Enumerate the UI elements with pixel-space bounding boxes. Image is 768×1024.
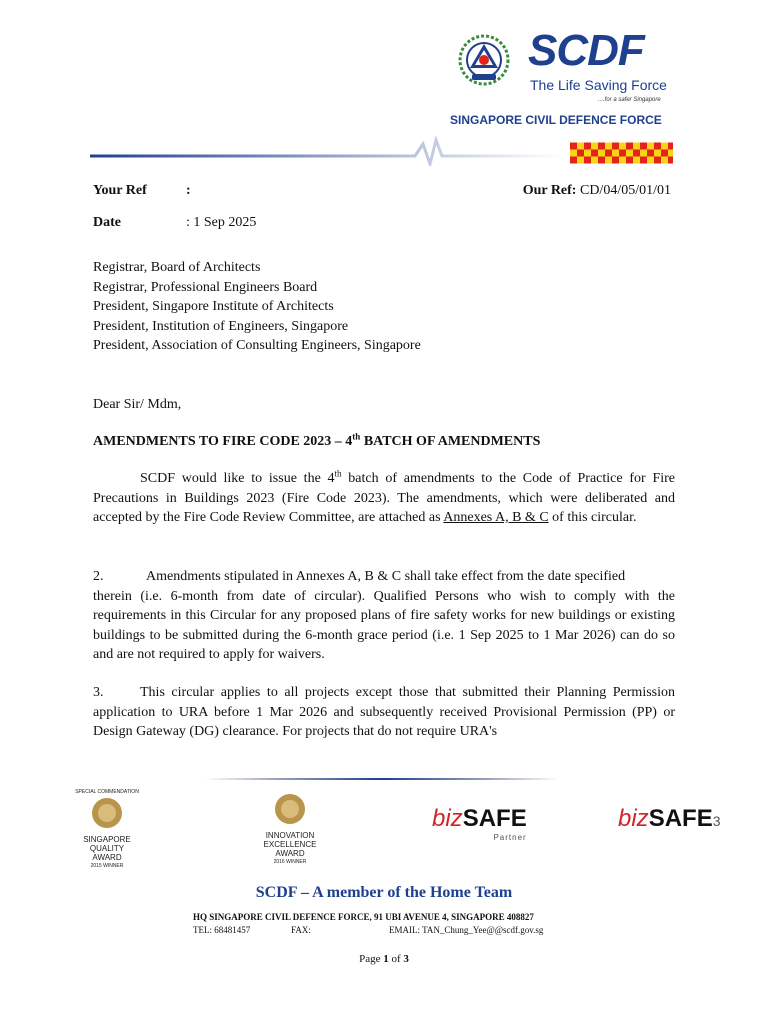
scdf-wordmark: SCDF <box>528 26 644 75</box>
checker-square <box>584 150 591 157</box>
bizsafe-level3-logo: bizSAFE3 <box>618 805 721 832</box>
date-label: Date <box>93 215 121 230</box>
checker-square <box>619 150 626 157</box>
checker-square <box>570 143 577 150</box>
checker-square <box>605 157 612 164</box>
checker-square <box>570 157 577 164</box>
checker-square <box>640 157 647 164</box>
checker-square <box>654 150 661 157</box>
checker-square <box>584 157 591 164</box>
paragraph-2: 2. Amendments stipulated in Annexes A, B & C shall take effect from the date specified therein (i.e. 6-month from date of circular). Qualified Persons who wish to comply with the requirements in this Circular for any proposed plans of fire safety works for new buildings or existing buildings to be submitted during the 6-month grace period (i.e. 1 Sep 2025 to 1 Mar 2026) can do so and are not required to apply for waivers. <box>93 569 675 662</box>
our-ref-value: CD/04/05/01/01 <box>579 183 671 198</box>
checker-square <box>633 143 640 150</box>
singapore-quality-award: SPECIAL COMMENDATION SINGAPORE QUALITY AWARD 2015 WINNER <box>75 789 139 869</box>
organization-name: SINGAPORE CIVIL DEFENCE FORCE <box>450 113 662 127</box>
checker-square <box>668 157 673 164</box>
checker-square <box>605 143 612 150</box>
checker-square <box>612 150 619 157</box>
lion-head-icon <box>270 792 310 826</box>
salutation: Dear Sir/ Mdm, <box>93 397 182 412</box>
checker-square <box>591 150 598 157</box>
checker-square <box>584 143 591 150</box>
checker-square <box>640 150 647 157</box>
checker-square <box>598 143 605 150</box>
checker-square <box>605 150 612 157</box>
checker-square <box>619 143 626 150</box>
checker-square <box>577 150 584 157</box>
checker-square <box>591 143 598 150</box>
fax: FAX: <box>291 925 311 935</box>
our-ref-label: Our Ref: <box>522 183 577 198</box>
addressee: Registrar, Board of Architects <box>93 260 261 275</box>
lion-head-icon <box>87 796 127 830</box>
checker-square <box>654 157 661 164</box>
our-ref <box>523 181 671 201</box>
addressee: President, Singapore Institute of Architects <box>93 299 334 314</box>
checker-square <box>654 143 661 150</box>
paragraph-number: 2. <box>93 569 104 584</box>
checker-square <box>577 143 584 150</box>
date-value: : 1 Sep 2025 <box>186 215 257 230</box>
your-ref-label: Your Ref <box>93 183 147 198</box>
checker-square <box>612 143 619 150</box>
paragraph-1: SCDF would like to issue the 4th batch of amendments to the Code of Practice for Fire Precautions in Buildings 2023 (Fire Code 2023). The amendments, which were deliberated and accepted by the Fire Code Review Committee, are attached as Annexes A, B & C of this circular. <box>93 468 675 525</box>
checker-square <box>626 157 633 164</box>
checker-square <box>633 157 640 164</box>
checker-square <box>598 157 605 164</box>
addressee: Registrar, Professional Engineers Board <box>93 279 318 295</box>
checker-square <box>647 143 654 150</box>
paragraph-number: 3. <box>93 685 104 700</box>
checker-square <box>591 157 598 164</box>
checker-square <box>647 150 654 157</box>
telephone: TEL: 68481457 <box>193 925 251 935</box>
checker-square <box>640 143 647 150</box>
checker-square <box>619 157 626 164</box>
contact-line <box>193 925 573 935</box>
innovation-excellence-award: INNOVATION EXCELLENCE AWARD 2016 WINNER <box>245 792 335 866</box>
checker-square <box>661 143 668 150</box>
email: EMAIL: TAN_Chung_Yee@@scdf.gov.sg <box>389 925 544 935</box>
scdf-crest-logo <box>458 34 510 86</box>
checkered-band <box>570 142 673 164</box>
checker-square <box>570 150 577 157</box>
footer-rule <box>205 778 560 780</box>
slogan: ....for a safer Singapore <box>598 97 661 103</box>
heartbeat-rule <box>90 136 560 166</box>
checker-square <box>598 150 605 157</box>
annex-reference: Annexes A, B & C <box>443 510 549 525</box>
checker-square <box>612 157 619 164</box>
checker-square <box>668 143 673 150</box>
bizsafe-partner-logo: bizSAFE Partner <box>432 805 527 842</box>
addressee-list <box>93 258 421 356</box>
addressee: President, Association of Consulting Engineers, Singapore <box>93 338 421 353</box>
paragraph-3: 3. This circular applies to all projects except those that submitted their Planning Permission application to URA before 1 Mar 2026 and subsequently received Provisional Permission (PP) or Design Gateway (DG) clearance. For projects that do not require URA's <box>93 685 675 739</box>
checker-square <box>633 150 640 157</box>
checker-square <box>626 150 633 157</box>
checker-square <box>661 150 668 157</box>
checker-square <box>647 157 654 164</box>
page-number: Page 1 of 3 <box>359 953 409 965</box>
your-ref-value: : <box>186 183 191 198</box>
checker-square <box>668 150 673 157</box>
tagline: The Life Saving Force <box>530 77 667 93</box>
subject-line: AMENDMENTS TO FIRE CODE 2023 – 4th BATCH OF AMENDMENTS <box>93 431 541 449</box>
checker-square <box>577 157 584 164</box>
checker-square <box>661 157 668 164</box>
checker-square <box>626 143 633 150</box>
addressee: President, Institution of Engineers, Singapore <box>93 318 349 334</box>
hq-address: HQ SINGAPORE CIVIL DEFENCE FORCE, 91 UBI AVENUE 4, SINGAPORE 408827 <box>193 912 534 922</box>
home-team-line: SCDF – A member of the Home Team <box>255 884 513 901</box>
